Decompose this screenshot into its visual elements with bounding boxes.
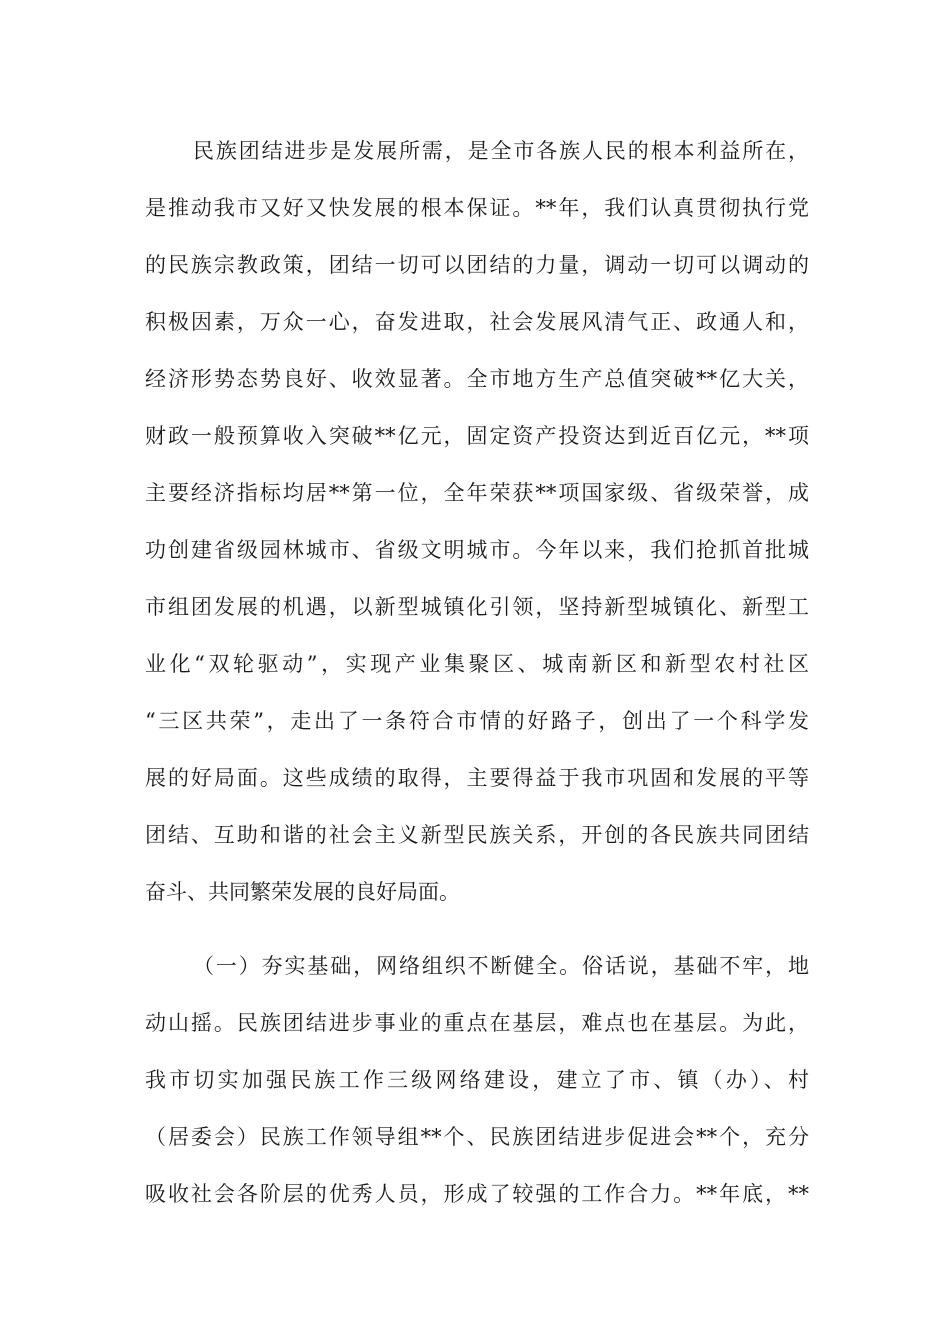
text-line: 我市切实加强民族工作三级网络建设，建立了市、镇（办）、村 (145, 1068, 809, 1092)
text-line: 主要经济指标均居**第一位，全年荣获**项国家级、省级荣誉，成 (145, 481, 809, 505)
text-line: 财政一般预算收入突破**亿元，固定资产投资达到近百亿元，**项 (145, 424, 809, 448)
text-line: 积极因素，万众一心，奋发进取，社会发展风清气正、政通人和， (145, 310, 809, 334)
text-line: 展的好局面。这些成绩的取得，主要得益于我市巩固和发展的平等 (145, 766, 809, 790)
text-line: 奋斗、共同繁荣发展的良好局面。 (145, 880, 460, 904)
text-line: 经济形势态势良好、收效显著。全市地方生产总值突破**亿大关， (145, 367, 809, 391)
text-line: 动山摇。民族团结进步事业的重点在基层，难点也在基层。为此， (145, 1011, 809, 1035)
text-line: （居委会）民族工作领导组**个、民族团结进步促进会**个，充分 (145, 1125, 809, 1149)
text-line: “三区共荣”，走出了一条符合市情的好路子，创出了一个科学发 (145, 709, 809, 733)
text-line: （一）夯实基础，网络组织不断健全。俗话说，基础不牢，地 (193, 954, 809, 978)
text-line: 团结、互助和谐的社会主义新型民族关系，开创的各民族共同团结 (145, 823, 809, 847)
text-line: 的民族宗教政策，团结一切可以团结的力量，调动一切可以调动的 (145, 253, 809, 277)
text-line: 是推动我市又好又快发展的根本保证。**年，我们认真贯彻执行党 (145, 196, 809, 220)
text-line: 市组团发展的机遇，以新型城镇化引领，坚持新型城镇化、新型工 (145, 595, 809, 619)
text-line: 民族团结进步是发展所需，是全市各族人民的根本利益所在， (193, 139, 809, 163)
text-line: 功创建省级园林城市、省级文明城市。今年以来，我们抢抓首批城 (145, 538, 809, 562)
text-line: 吸收社会各阶层的优秀人员，形成了较强的工作合力。**年底，** (145, 1182, 809, 1206)
text-line: 业化“双轮驱动”，实现产业集聚区、城南新区和新型农村社区 (145, 652, 809, 676)
